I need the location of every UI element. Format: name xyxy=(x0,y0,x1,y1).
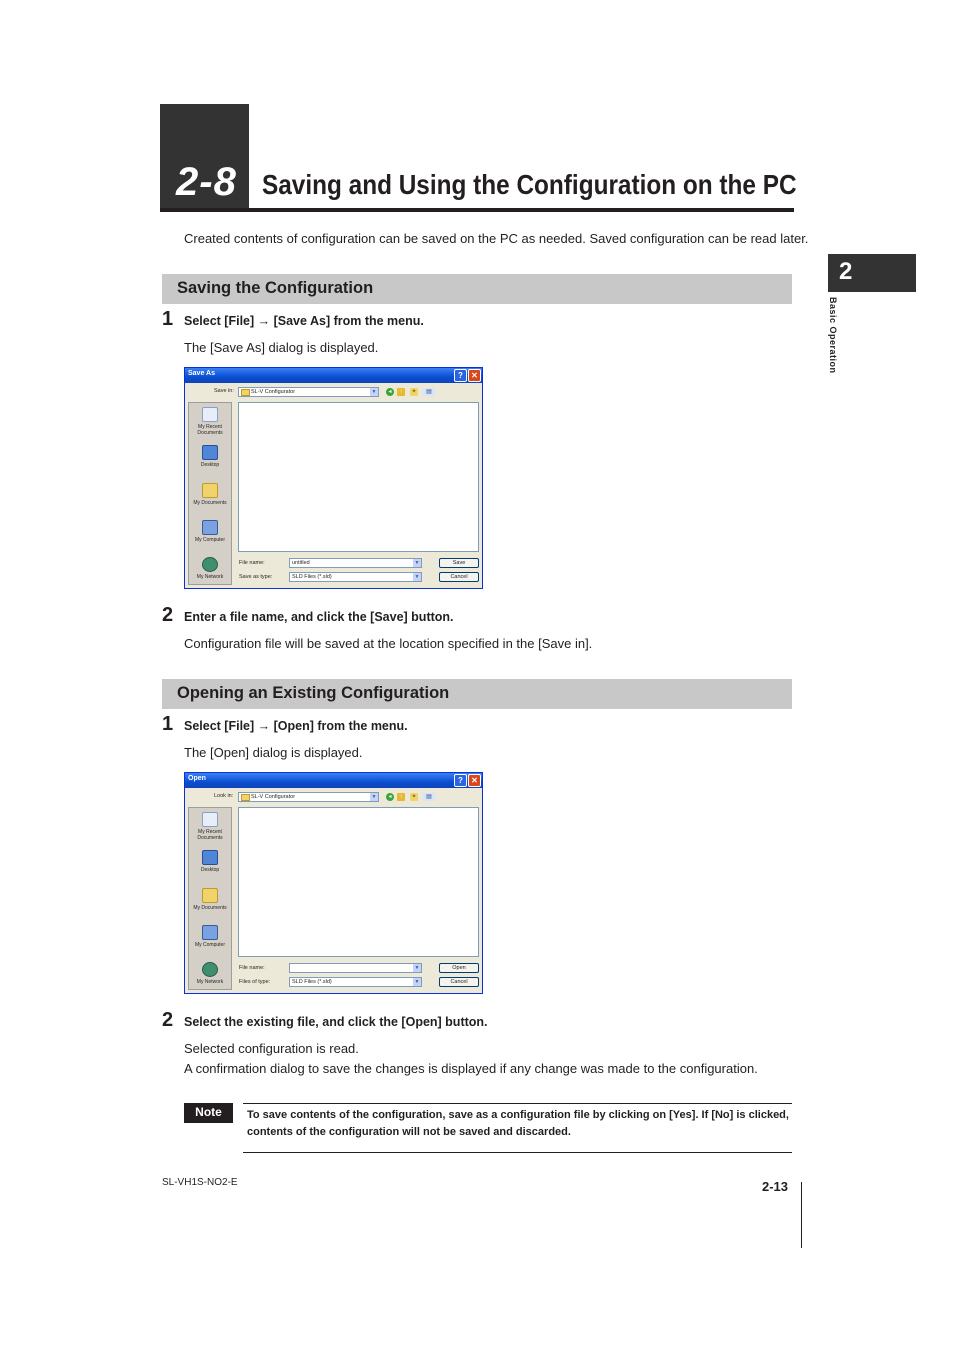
up-folder-icon[interactable]: ↑ xyxy=(397,793,405,801)
step-number: 2 xyxy=(162,604,174,626)
files-of-type-select[interactable]: SLD Files (*.sld) ▼ xyxy=(289,977,422,987)
chapter-number: 2-8 xyxy=(176,160,237,204)
chevron-down-icon: ▼ xyxy=(414,979,420,985)
step-result: The [Save As] dialog is displayed. xyxy=(184,340,379,355)
view-menu-icon[interactable]: ▤ xyxy=(423,388,435,396)
my-network-icon xyxy=(202,557,218,572)
cancel-button[interactable]: Cancel xyxy=(439,572,479,582)
close-button[interactable]: ✕ xyxy=(468,369,481,382)
section-heading-saving: Saving the Configuration xyxy=(162,274,792,304)
places-bar xyxy=(188,402,232,585)
file-list[interactable] xyxy=(238,807,479,957)
chevron-down-icon: ▼ xyxy=(414,965,420,971)
step-result: Selected configuration is read. xyxy=(184,1041,359,1056)
place-network[interactable]: My Network xyxy=(189,557,231,580)
dialog-title: Save As xyxy=(188,370,215,377)
look-in-select[interactable]: SL-V Configurator ▼ xyxy=(238,792,379,802)
note-bottom-rule xyxy=(243,1152,792,1153)
step-number: 2 xyxy=(162,1009,174,1031)
dialog-title-bar xyxy=(185,773,482,788)
recent-documents-icon xyxy=(202,407,218,422)
file-name-input[interactable]: untitled ▼ xyxy=(289,558,422,568)
up-folder-icon[interactable]: ↑ xyxy=(397,388,405,396)
save-in-label: Save in: xyxy=(214,388,234,394)
open-dialog xyxy=(184,772,483,994)
place-computer[interactable]: My Computer xyxy=(189,520,231,543)
close-button[interactable]: ✕ xyxy=(468,774,481,787)
desktop-icon xyxy=(202,850,218,865)
note-text: To save contents of the configuration, save as a configuration file by clicking on [Yes]. If [No] is clicked, contents of the configuration will not be saved and discarded. xyxy=(247,1109,789,1138)
step-result: Configuration file will be saved at the location specified in the [Save in]. xyxy=(184,636,593,651)
save-button[interactable]: Save xyxy=(439,558,479,568)
place-documents[interactable]: My Documents xyxy=(189,483,231,506)
dialog-title: Open xyxy=(188,775,206,782)
chapter-intro: Created contents of configuration can be saved on the PC as needed. Saved configuration can be read later. xyxy=(184,231,809,246)
chevron-down-icon: ▼ xyxy=(371,794,377,800)
chapter-title: Saving and Using the Configuration on the PC xyxy=(262,169,797,200)
places-bar xyxy=(188,807,232,990)
chevron-down-icon: ▼ xyxy=(414,560,420,566)
side-tab-number: 2 xyxy=(839,258,853,285)
side-tab-label: Basic Operation xyxy=(828,297,838,374)
look-in-label: Look in: xyxy=(214,793,234,799)
section-heading-opening: Opening an Existing Configuration xyxy=(162,679,792,709)
my-documents-icon xyxy=(202,888,218,903)
place-recent[interactable]: My Recent Documents xyxy=(189,812,231,841)
back-icon[interactable]: ◂ xyxy=(386,793,394,801)
my-documents-icon xyxy=(202,483,218,498)
step-instruction: Select [File] → [Open] from the menu. xyxy=(184,719,408,733)
help-button[interactable]: ? xyxy=(454,369,467,382)
save-in-select[interactable]: SL-V Configurator ▼ xyxy=(238,387,379,397)
recent-documents-icon xyxy=(202,812,218,827)
step-instruction: Select the existing file, and click the [Open] button. xyxy=(184,1015,488,1029)
place-recent[interactable]: My Recent Documents xyxy=(189,407,231,436)
document-code: SL-VH1S-NO2-E xyxy=(162,1177,238,1188)
files-of-type-label: Files of type: xyxy=(239,979,271,985)
chapter-rule xyxy=(160,208,794,212)
place-desktop[interactable]: Desktop xyxy=(189,850,231,873)
back-icon[interactable]: ◂ xyxy=(386,388,394,396)
new-folder-icon[interactable]: ✦ xyxy=(411,794,417,800)
place-network[interactable]: My Network xyxy=(189,962,231,985)
footer-rule xyxy=(801,1182,802,1248)
chevron-down-icon: ▼ xyxy=(414,574,420,580)
my-computer-icon xyxy=(202,925,218,940)
my-network-icon xyxy=(202,962,218,977)
chapter-side-tab xyxy=(828,254,916,292)
step-result: The [Open] dialog is displayed. xyxy=(184,745,363,760)
new-folder-icon[interactable]: ✦ xyxy=(411,389,417,395)
note-top-rule xyxy=(243,1103,792,1104)
view-menu-icon[interactable]: ▤ xyxy=(423,793,435,801)
desktop-icon xyxy=(202,445,218,460)
note-badge: Note xyxy=(184,1103,233,1123)
step-number: 1 xyxy=(162,713,174,735)
file-name-label: File name: xyxy=(239,965,265,971)
folder-icon xyxy=(241,389,250,396)
step-result: A confirmation dialog to save the changes is displayed if any change was made to the configuration. xyxy=(184,1061,758,1076)
file-name-label: File name: xyxy=(239,560,265,566)
save-as-dialog xyxy=(184,367,483,589)
open-button[interactable]: Open xyxy=(439,963,479,973)
step-instruction: Enter a file name, and click the [Save] button. xyxy=(184,610,454,624)
place-desktop[interactable]: Desktop xyxy=(189,445,231,468)
my-computer-icon xyxy=(202,520,218,535)
chevron-down-icon: ▼ xyxy=(371,389,377,395)
file-list[interactable] xyxy=(238,402,479,552)
help-button[interactable]: ? xyxy=(454,774,467,787)
place-computer[interactable]: My Computer xyxy=(189,925,231,948)
place-documents[interactable]: My Documents xyxy=(189,888,231,911)
folder-icon xyxy=(241,794,250,801)
cancel-button[interactable]: Cancel xyxy=(439,977,479,987)
dialog-title-bar xyxy=(185,368,482,383)
save-as-type-select[interactable]: SLD Files (*.sld) ▼ xyxy=(289,572,422,582)
page-number: 2-13 xyxy=(762,1179,789,1194)
file-name-input[interactable] xyxy=(289,963,422,973)
step-instruction: Select [File] → [Save As] from the menu. xyxy=(184,314,424,328)
save-as-type-label: Save as type: xyxy=(239,574,273,580)
step-number: 1 xyxy=(162,308,174,330)
